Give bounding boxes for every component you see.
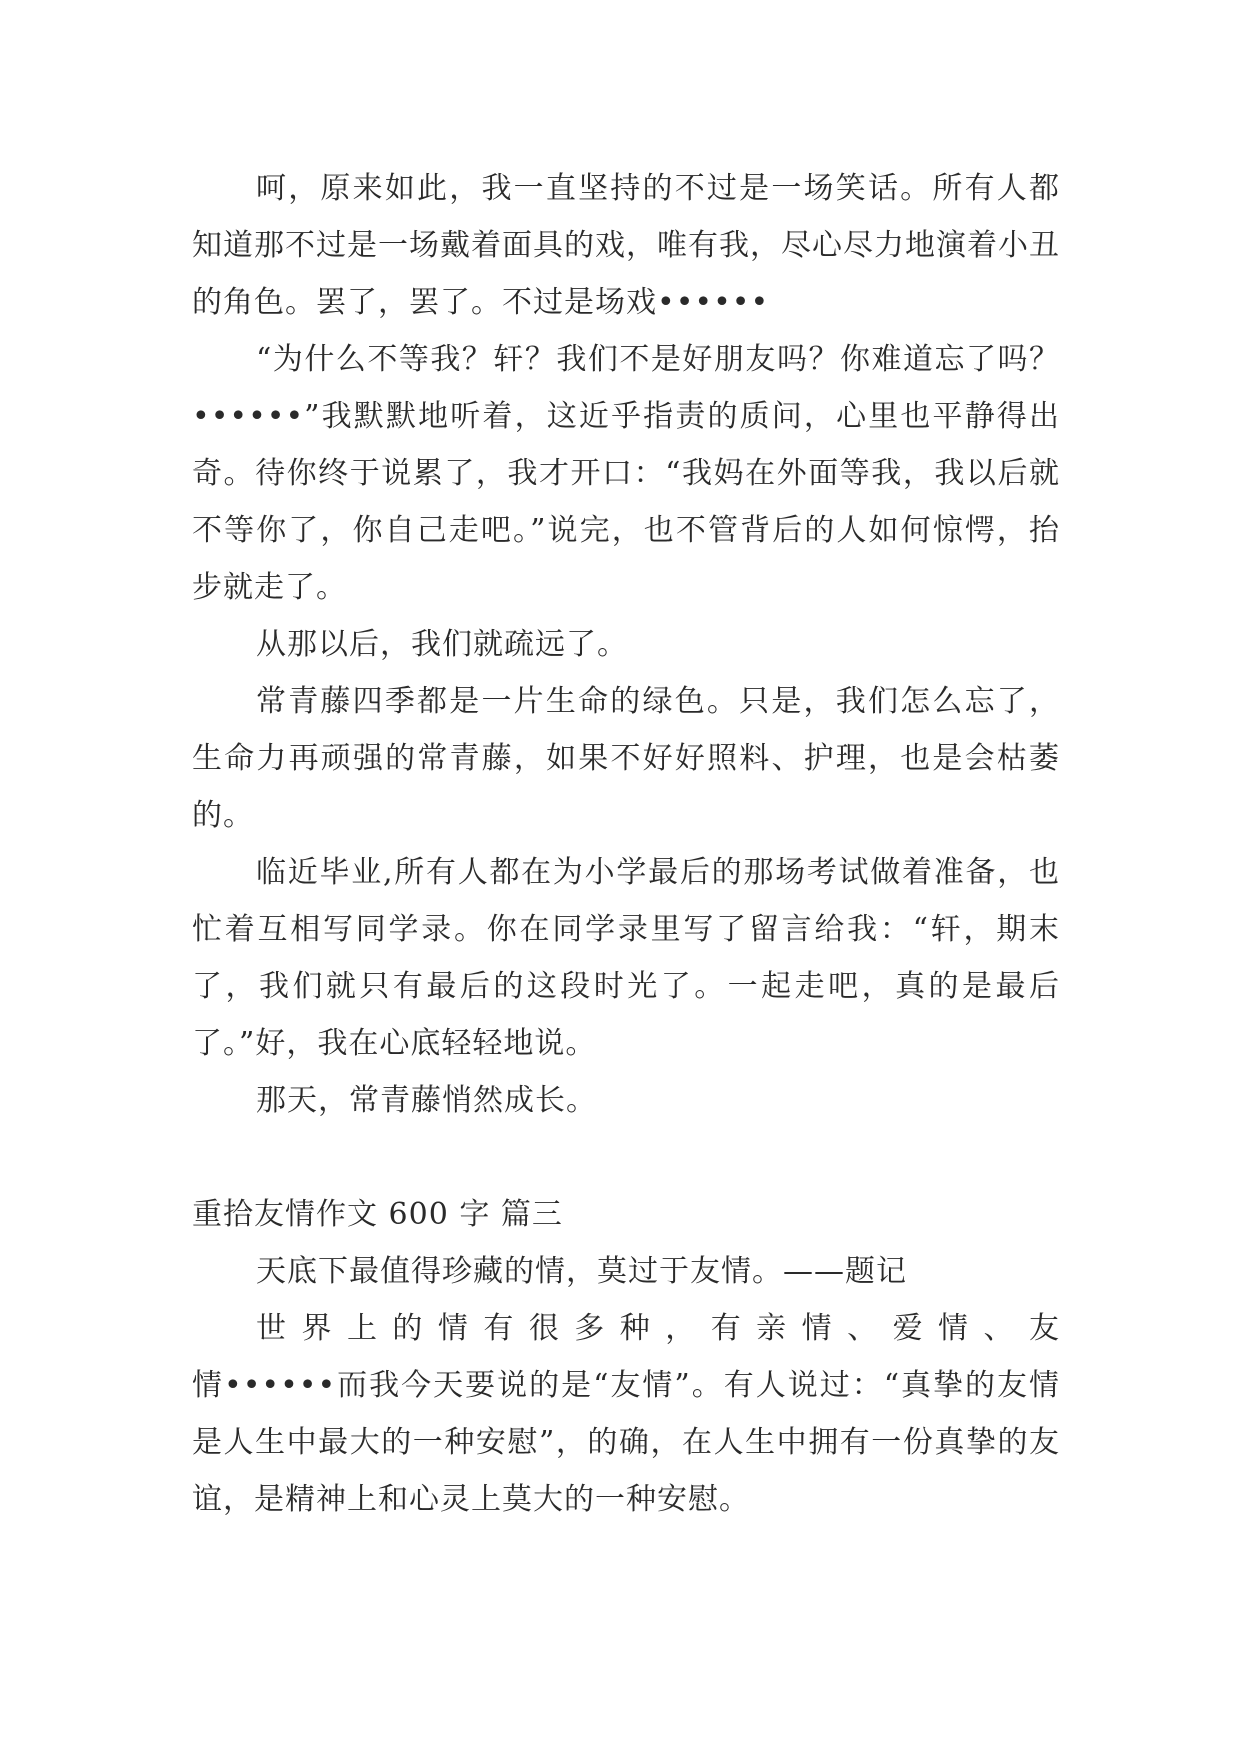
paragraph: 那天，常青藤悄然成长。 (256, 1083, 597, 1118)
paragraph: “为什么不等我？轩？我们不是好朋友吗？你难道忘了吗？••••••”我默默地听着，这近乎指责的质问，心里也平静得出奇。待你终于说累了，我才开口：“我妈在外面等我，我以后就不等你了，你自己走吧。”说完，也不管背后的人如何惊愕，抬步就走了。 (192, 342, 1060, 605)
paragraph: 情••••••而我今天要说的是“友情”。有人说过：“真挚的友情是人生中最大的一种安慰”，的确，在人生中拥有一份真挚的友谊，是精神上和心灵上莫大的一种安慰。 (192, 1368, 1060, 1517)
paragraph-first-line: 世界上的情有很多种，有亲情、爱情、友 (256, 1311, 1060, 1346)
paragraph: 从那以后，我们就疏远了。 (256, 627, 628, 662)
paragraph: 临近毕业,所有人都在为小学最后的那场考试做着准备，也忙着互相写同学录。你在同学录里写了留言给我：“轩，期末了，我们就只有最后的这段时光了。一起走吧，真的是最后了。”好，我在心底轻轻地说。 (192, 855, 1060, 1061)
epigraph: 天底下最值得珍藏的情，莫过于友情。——题记 (256, 1254, 907, 1289)
paragraph: 常青藤四季都是一片生命的绿色。只是，我们怎么忘了，生命力再顽强的常青藤，如果不好好照料、护理，也是会枯萎的。 (192, 684, 1060, 833)
document-body (192, 160, 1060, 1528)
paragraph: 呵，原来如此，我一直坚持的不过是一场笑话。所有人都知道那不过是一场戴着面具的戏，唯有我，尽心尽力地演着小丑的角色。罢了，罢了。不过是场戏•••••• (192, 171, 1060, 320)
section-heading: 重拾友情作文 600 字 篇三 (192, 1197, 563, 1232)
